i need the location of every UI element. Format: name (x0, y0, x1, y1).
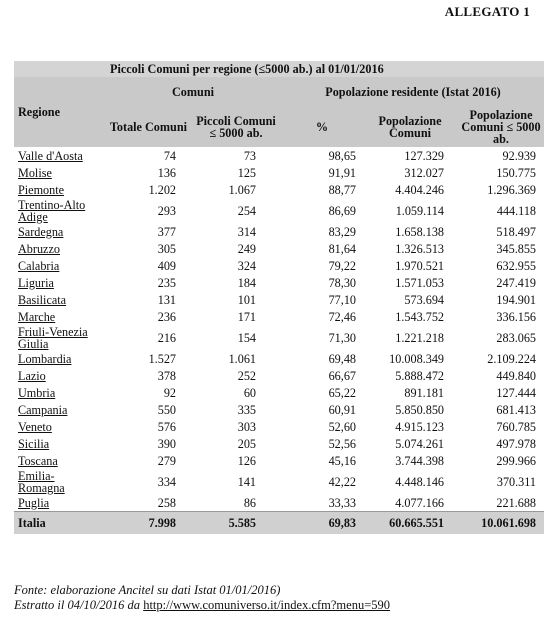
cell-totale-comuni: 74 (163, 148, 176, 163)
cell-popolazione-comuni: 5.888.472 (395, 368, 444, 383)
cell-totale-comuni: 1.527 (148, 351, 176, 366)
cell-popolazione-piccoli: 1.296.369 (487, 182, 537, 197)
cell-regione: Lazio (18, 368, 46, 383)
header-regione: Regione (14, 77, 104, 147)
cell-popolazione-piccoli: 632.955 (496, 258, 537, 273)
table-row (14, 274, 544, 291)
table-row (14, 469, 544, 494)
cell-popolazione-piccoli: 247.419 (496, 275, 537, 290)
cell-popolazione-piccoli: 760.785 (496, 419, 537, 434)
cell-piccoli-comuni: 314 (237, 224, 256, 239)
cell-popolazione-comuni: 1.326.513 (395, 241, 444, 256)
cell-regione: Toscana (18, 453, 58, 468)
cell-popolazione-piccoli: 681.413 (496, 402, 537, 417)
table-row (14, 257, 544, 274)
cell-totale-comuni: 293 (157, 203, 176, 218)
cell-popolazione-piccoli: 299.966 (496, 453, 537, 468)
source-link[interactable]: http://www.comuniverso.it/index.cfm?menu=590 (143, 598, 391, 612)
cell-regione: Molise (18, 165, 52, 180)
cell-popolazione-piccoli: 336.156 (496, 309, 537, 324)
cell-totale-comuni: 92 (163, 385, 176, 400)
table-row (14, 164, 544, 181)
cell-percent: 33,33 (328, 495, 356, 510)
cell-percent: 65,22 (328, 385, 356, 400)
cell-totale-comuni: 550 (157, 402, 176, 417)
cell-regione: Abruzzo (18, 241, 60, 256)
total-label: Italia (14, 512, 104, 535)
cell-regione: Basilicata (18, 292, 67, 307)
cell-regione: Valle d'Aosta (18, 148, 83, 163)
header-piccoli-comuni: Piccoli Comuni ≤ 5000 ab. (190, 107, 282, 147)
cell-totale-comuni: 216 (157, 330, 176, 345)
piccoli-comuni-table (14, 61, 544, 534)
cell-popolazione-piccoli: 497.978 (496, 436, 537, 451)
cell-percent: 69,48 (328, 351, 356, 366)
footer-extract-prefix: Estratto il 04/10/2016 da (14, 598, 141, 612)
header-group-comuni: Comuni (104, 77, 282, 107)
footer (14, 583, 390, 613)
cell-popolazione-piccoli: 283.065 (496, 330, 537, 345)
cell-popolazione-comuni: 5.074.261 (395, 436, 444, 451)
total-popolazione-piccoli: 10.061.698 (458, 512, 544, 535)
cell-regione: Campania (18, 402, 68, 417)
table-row (14, 181, 544, 198)
cell-piccoli-comuni: 252 (237, 368, 256, 383)
cell-piccoli-comuni: 335 (237, 402, 256, 417)
cell-piccoli-comuni: 1.061 (228, 351, 256, 366)
total-piccoli-comuni: 5.585 (190, 512, 282, 535)
table-row (14, 291, 544, 308)
header-percent: % (282, 107, 362, 147)
attachment-label: ALLEGATO 1 (444, 4, 530, 19)
cell-percent: 81,64 (328, 241, 356, 256)
cell-totale-comuni: 258 (157, 495, 176, 510)
cell-popolazione-piccoli: 444.118 (496, 203, 537, 218)
cell-popolazione-piccoli: 221.688 (496, 495, 537, 510)
cell-regione: Sicilia (18, 436, 50, 451)
total-row (14, 512, 544, 535)
table-title-row (14, 61, 544, 77)
table-body (14, 147, 544, 512)
cell-totale-comuni: 576 (157, 419, 176, 434)
cell-percent: 86,69 (328, 203, 356, 218)
table-row (14, 308, 544, 325)
cell-popolazione-piccoli: 92.939 (502, 148, 537, 163)
cell-popolazione-piccoli: 449.840 (496, 368, 537, 383)
cell-percent: 88,77 (328, 182, 356, 197)
table-row (14, 223, 544, 240)
cell-piccoli-comuni: 101 (237, 292, 256, 307)
cell-percent: 91,91 (328, 165, 356, 180)
cell-regione: Sardegna (18, 224, 64, 239)
cell-totale-comuni: 235 (157, 275, 176, 290)
cell-piccoli-comuni: 303 (237, 419, 256, 434)
header-row-groups (14, 77, 544, 107)
cell-totale-comuni: 377 (157, 224, 176, 239)
cell-percent: 45,16 (328, 453, 356, 468)
table-row (14, 494, 544, 512)
header-group-popolazione: Popolazione residente (Istat 2016) (282, 77, 544, 107)
cell-popolazione-comuni: 312.027 (404, 165, 444, 180)
table-row (14, 452, 544, 469)
cell-percent: 60,91 (328, 402, 356, 417)
cell-piccoli-comuni: 184 (237, 275, 256, 290)
cell-percent: 52,56 (328, 436, 356, 451)
cell-popolazione-comuni: 1.543.752 (395, 309, 444, 324)
cell-totale-comuni: 378 (157, 368, 176, 383)
cell-regione: Friuli-Venezia Giulia (18, 324, 88, 351)
cell-regione: Lombardia (18, 351, 72, 366)
table-row (14, 325, 544, 350)
cell-popolazione-piccoli: 345.855 (496, 241, 537, 256)
cell-totale-comuni: 279 (157, 453, 176, 468)
table-row (14, 367, 544, 384)
cell-popolazione-comuni: 1.658.138 (395, 224, 444, 239)
cell-percent: 78,30 (328, 275, 356, 290)
cell-piccoli-comuni: 60 (243, 385, 256, 400)
cell-percent: 52,60 (328, 419, 356, 434)
cell-popolazione-piccoli: 370.311 (496, 474, 537, 489)
table-row (14, 435, 544, 452)
cell-regione: Marche (18, 309, 56, 324)
cell-piccoli-comuni: 1.067 (228, 182, 256, 197)
table-row (14, 240, 544, 257)
cell-popolazione-piccoli: 127.444 (496, 385, 537, 400)
cell-piccoli-comuni: 86 (243, 495, 256, 510)
footer-extract (14, 598, 390, 613)
cell-percent: 42,22 (328, 474, 356, 489)
table-row (14, 384, 544, 401)
table-title: Piccoli Comuni per regione (≤5000 ab.) al 01/01/2016 (14, 61, 544, 77)
table-row (14, 401, 544, 418)
cell-percent: 98,65 (328, 148, 356, 163)
cell-regione: Emilia-Romagna (18, 468, 65, 495)
cell-popolazione-comuni: 127.329 (404, 148, 444, 163)
cell-totale-comuni: 305 (157, 241, 176, 256)
cell-regione: Trentino-Alto Adige (18, 197, 86, 224)
cell-piccoli-comuni: 126 (237, 453, 256, 468)
header-popolazione-comuni: Popolazione Comuni (362, 107, 458, 147)
cell-percent: 71,30 (328, 330, 356, 345)
cell-piccoli-comuni: 249 (237, 241, 256, 256)
cell-percent: 79,22 (328, 258, 356, 273)
cell-totale-comuni: 409 (157, 258, 176, 273)
cell-popolazione-piccoli: 150.775 (496, 165, 537, 180)
cell-popolazione-comuni: 5.850.850 (395, 402, 444, 417)
cell-popolazione-comuni: 1.571.053 (395, 275, 444, 290)
header-totale-comuni: Totale Comuni (104, 107, 190, 147)
cell-totale-comuni: 136 (157, 165, 176, 180)
cell-piccoli-comuni: 254 (237, 203, 256, 218)
total-percent: 69,83 (282, 512, 362, 535)
cell-piccoli-comuni: 324 (237, 258, 256, 273)
cell-regione: Veneto (18, 419, 52, 434)
cell-totale-comuni: 131 (157, 292, 176, 307)
cell-regione: Calabria (18, 258, 60, 273)
total-totale-comuni: 7.998 (104, 512, 190, 535)
table-row (14, 418, 544, 435)
footer-source: Fonte: elaborazione Ancitel su dati Istat 01/01/2016) (14, 583, 281, 597)
cell-popolazione-comuni: 1.221.218 (395, 330, 444, 345)
cell-popolazione-comuni: 10.008.349 (389, 351, 444, 366)
cell-percent: 83,29 (328, 224, 356, 239)
cell-totale-comuni: 390 (157, 436, 176, 451)
total-popolazione-comuni: 60.665.551 (362, 512, 458, 535)
cell-regione: Piemonte (18, 182, 65, 197)
cell-popolazione-comuni: 1.970.521 (395, 258, 444, 273)
header-popolazione-piccoli: Popolazione Comuni ≤ 5000 ab. (458, 107, 544, 147)
cell-piccoli-comuni: 171 (237, 309, 256, 324)
cell-regione: Liguria (18, 275, 54, 290)
cell-piccoli-comuni: 73 (243, 148, 256, 163)
cell-percent: 77,10 (328, 292, 356, 307)
table-row (14, 350, 544, 367)
cell-popolazione-comuni: 891.181 (404, 385, 444, 400)
cell-popolazione-comuni: 4.077.166 (395, 495, 444, 510)
cell-popolazione-piccoli: 194.901 (496, 292, 537, 307)
cell-popolazione-piccoli: 518.497 (496, 224, 537, 239)
cell-regione: Umbria (18, 385, 56, 400)
cell-piccoli-comuni: 154 (237, 330, 256, 345)
cell-regione: Puglia (18, 495, 50, 510)
cell-popolazione-comuni: 4.404.246 (395, 182, 444, 197)
cell-percent: 72,46 (328, 309, 356, 324)
cell-popolazione-comuni: 573.694 (404, 292, 444, 307)
cell-percent: 66,67 (328, 368, 356, 383)
cell-piccoli-comuni: 141 (237, 474, 256, 489)
cell-popolazione-comuni: 4.448.146 (395, 474, 444, 489)
cell-totale-comuni: 1.202 (148, 182, 176, 197)
cell-popolazione-piccoli: 2.109.224 (487, 351, 537, 366)
cell-popolazione-comuni: 1.059.114 (395, 203, 444, 218)
cell-piccoli-comuni: 205 (237, 436, 256, 451)
cell-popolazione-comuni: 3.744.398 (395, 453, 444, 468)
cell-totale-comuni: 236 (157, 309, 176, 324)
cell-totale-comuni: 334 (157, 474, 176, 489)
cell-popolazione-comuni: 4.915.123 (395, 419, 444, 434)
table-row (14, 198, 544, 223)
cell-piccoli-comuni: 125 (237, 165, 256, 180)
table-row (14, 147, 544, 164)
